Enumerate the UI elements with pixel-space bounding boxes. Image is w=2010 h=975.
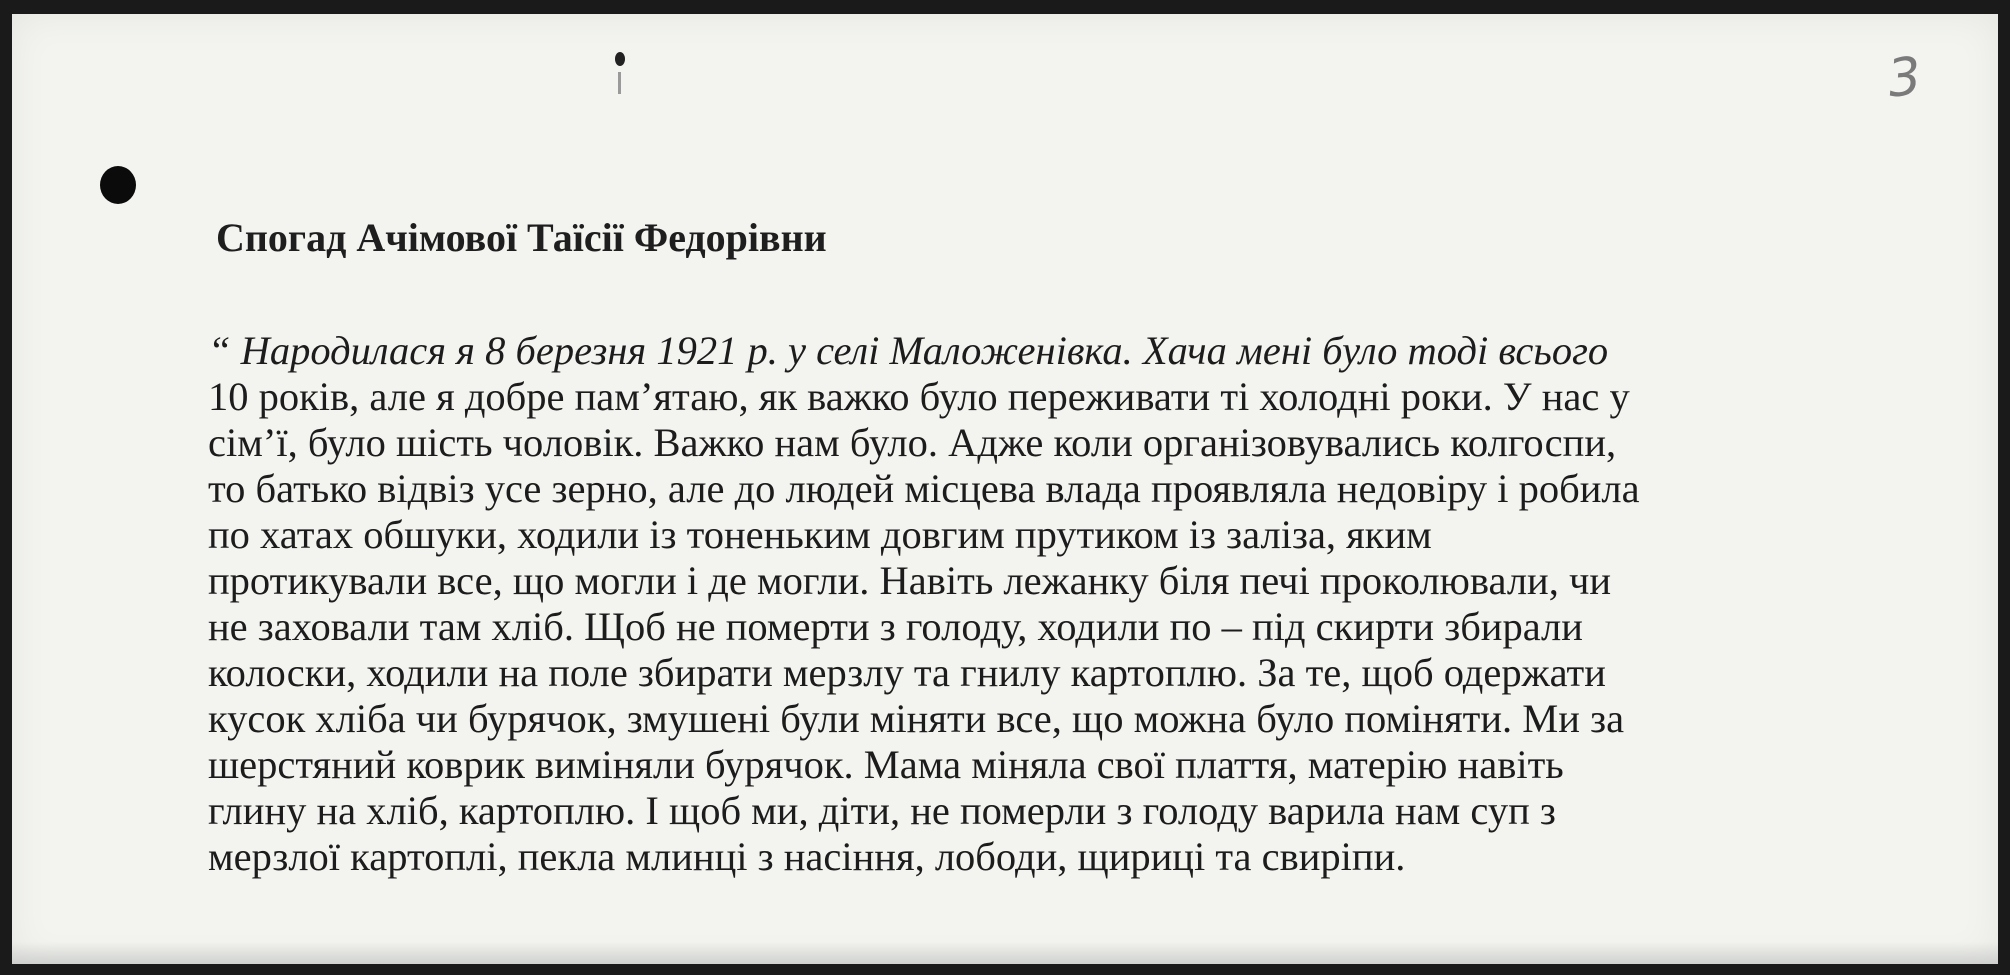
text-line: колоски, ходили на поле збирати мерзлу та гнилу картоплю. За те, щоб одержати: [208, 650, 1606, 695]
text-line: по хатах обшуки, ходили із тоненьким довгим прутиком із заліза, яким: [208, 512, 1432, 557]
text-line: мерзлої картоплі, пекла млинці з насіння, лободи, щириці та свиріпи.: [208, 834, 1406, 879]
text-line: сім’ї, було шість чоловік. Важко нам було. Адже коли організовувались колгоспи,: [208, 420, 1617, 465]
ink-mark: [618, 72, 621, 94]
punch-hole: [100, 166, 136, 204]
text-line: кусок хліба чи бурячок, змушені були міняти все, що можна було поміняти. Ми за: [208, 696, 1625, 741]
text-line: 10 років, але я добре пам’ятаю, як важко було переживати ті холодні роки. У нас у: [208, 374, 1630, 419]
handwritten-page-number: 3: [1884, 46, 1925, 110]
text-line: “ Народилася я 8 березня 1921 р. у селі Маложенівка. Хача мені було тоді всього: [208, 328, 1609, 373]
page-edge-shadow: [12, 942, 1998, 964]
text-line: протикували все, що могли і де могли. Навіть лежанку біля печі проколювали, чи: [208, 558, 1612, 603]
ink-speck: [615, 52, 625, 66]
text-line: глину на хліб, картоплю. І щоб ми, діти, не померли з голоду варила нам суп з: [208, 788, 1556, 833]
text-line: шерстяний коврик виміняли бурячок. Мама міняла свої плаття, матерію навіть: [208, 742, 1564, 787]
document-title: Спогад Ачімової Таїсії Федорівни: [216, 215, 827, 260]
text-line: то батько відвіз усе зерно, але до людей місцева влада проявляла недовіру і робила: [208, 466, 1640, 511]
text-line: не заховали там хліб. Щоб не померти з голоду, ходили по – під скирти збирали: [208, 604, 1583, 649]
document-page: [12, 14, 1998, 964]
testimony-body: [208, 328, 1898, 880]
